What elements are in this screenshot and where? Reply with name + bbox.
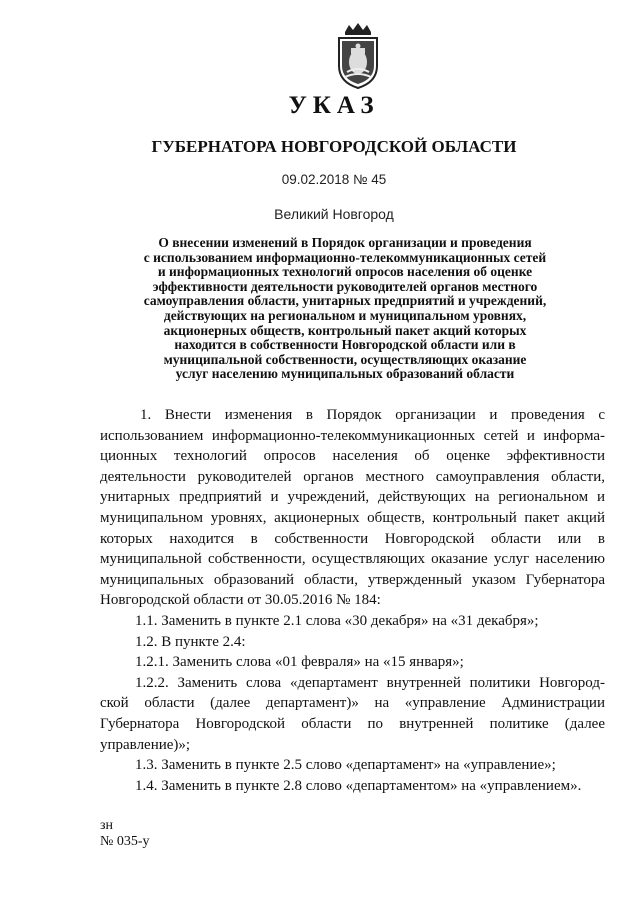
date-and-number: 09.02.2018 № 45: [281, 172, 387, 187]
item-1-2: 1.2. В пункте 2.4:: [135, 633, 246, 650]
heading-line: муниципальной собственности, осуществляющих оказание: [163, 351, 527, 367]
item-1-2-2-line: 1.2.2. Заменить слова «департамент внутренней политики Новгород-: [135, 674, 605, 691]
paragraph-1-line: Новгородской области от 30.05.2016 № 184:: [100, 592, 381, 609]
item-1-2-2-line: ской области (далее департамент)» на «управление Администрации: [100, 695, 605, 712]
document-subtitle: ГУБЕРНАТОРА НОВГОРОДСКОЙ ОБЛАСТИ: [151, 137, 517, 156]
paragraph-1-line: 1. Внести изменения в Порядок организации и проведения с: [140, 407, 605, 423]
heading-line: с использованием информационно-телекоммуникационных сетей: [143, 249, 547, 265]
executor-initials: зн: [100, 818, 114, 833]
paragraph-1-line: которых находится в собственности Новгородской области или в: [100, 530, 605, 547]
paragraph-1-line: унитарных предприятий и учреждений, действующих на региональном и: [100, 489, 605, 506]
document-title: УКАЗ: [288, 92, 380, 119]
document-footer: [100, 818, 150, 850]
paragraph-1-line: использованием информационно-телекоммуникационных сетей и информа-: [100, 427, 605, 444]
heading-line: услуг населению муниципальных образований области: [175, 366, 515, 382]
paragraph-1-line: ционных технологий опросов населения об оценке эффективности: [100, 448, 605, 465]
heading-line: находится в собственности Новгородской области или в: [174, 337, 516, 353]
paragraph-1-line: муниципальной собственности, осуществляющих оказание услуг населению: [100, 551, 605, 568]
decree-heading: [110, 236, 580, 382]
paragraph-1-line: муниципальных образований области, утвержденный указом Губернатора: [100, 571, 605, 588]
paragraph-1-line: муниципальном уровнях, акционерных обществ, контрольный пакет акций: [100, 509, 605, 526]
paragraph-1-line: деятельности руководителей органов местного самоуправления области,: [100, 468, 605, 485]
heading-line: О внесении изменений в Порядок организации и проведения: [158, 235, 532, 250]
item-1-2-2-line: Губернатора Новгородской области по внутренней политике (далее: [100, 715, 605, 732]
item-1-3: 1.3. Заменить в пункте 2.5 слово «департамент» на «управление»;: [135, 757, 556, 774]
heading-line: эффективности деятельности руководителей органов местного: [152, 278, 538, 294]
item-1-2-2-line: управление)»;: [100, 736, 191, 753]
form-number: № 035-у: [100, 834, 150, 849]
heading-line: действующих на региональном и муниципальном уровнях,: [163, 307, 527, 323]
decree-body: [100, 405, 605, 796]
city-name: Великий Новгород: [274, 206, 394, 222]
heading-line: и информационных технологий опросов населения об оценке: [157, 264, 533, 280]
item-1-4: 1.4. Заменить в пункте 2.8 слово «департаментом» на «управлением».: [135, 777, 582, 794]
heading-line: акционерных обществ, контрольный пакет акций которых: [163, 322, 527, 338]
coat-of-arms-icon: [333, 22, 383, 90]
item-1-2-1: 1.2.1. Заменить слова «01 февраля» на «15 января»;: [135, 654, 464, 671]
heading-line: самоуправления области, унитарных предприятий и учреждений,: [143, 293, 547, 309]
item-1-1: 1.1. Заменить в пункте 2.1 слова «30 декабря» на «31 декабря»;: [135, 612, 539, 629]
